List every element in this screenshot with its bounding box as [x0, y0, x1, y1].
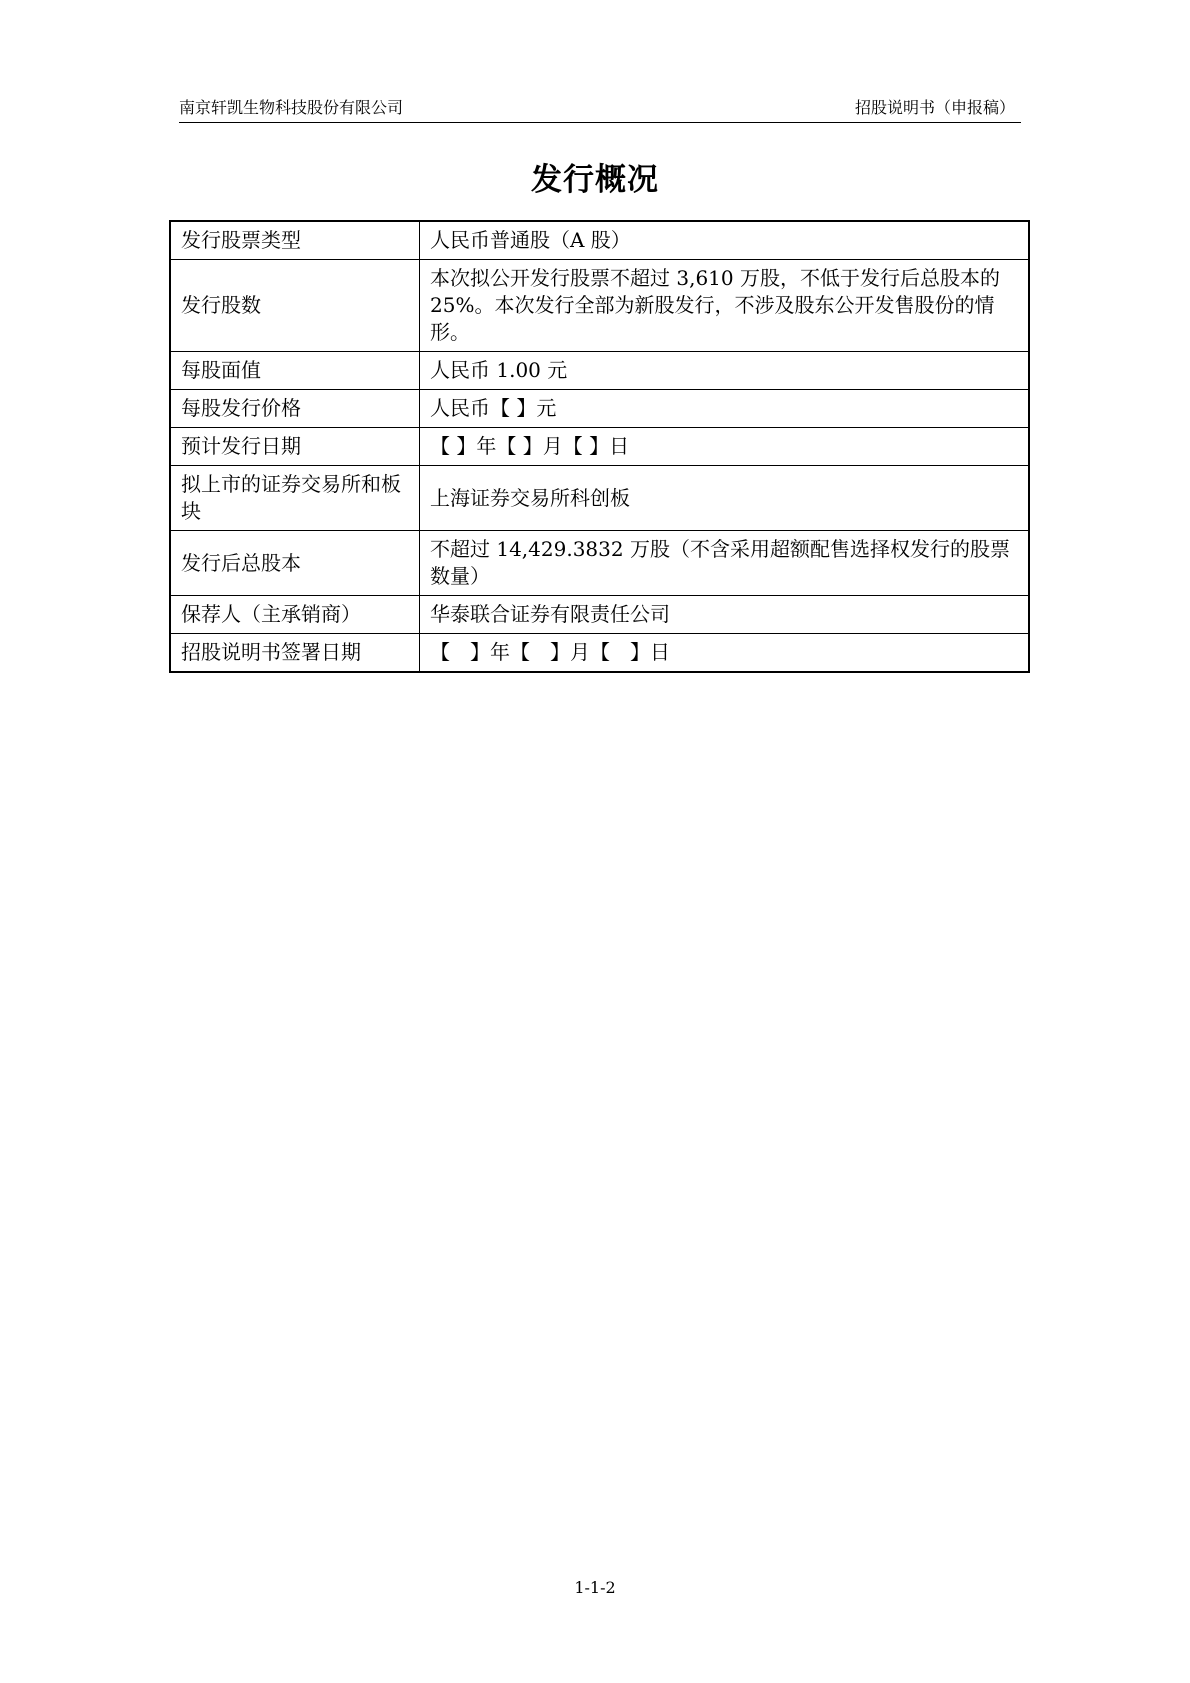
table-row — [170, 390, 1029, 428]
page-title: 发行概况 — [531, 162, 659, 198]
row-label: 每股发行价格 — [170, 390, 420, 428]
header-document-type: 招股说明书（申报稿） — [854, 98, 1015, 117]
row-label: 发行股票类型 — [170, 221, 420, 260]
page-number: 1-1-2 — [574, 1578, 616, 1597]
table-row — [170, 596, 1029, 634]
page-header — [179, 96, 1021, 123]
table-row — [170, 221, 1029, 260]
row-label: 预计发行日期 — [170, 428, 420, 466]
table-row — [170, 466, 1029, 531]
row-label: 招股说明书签署日期 — [170, 634, 420, 673]
issuance-overview-table — [169, 220, 1030, 673]
table-row — [170, 428, 1029, 466]
table-row — [170, 634, 1029, 673]
table-row — [170, 352, 1029, 390]
header-company-name: 南京轩凯生物科技股份有限公司 — [179, 98, 404, 117]
row-value: 【 】年【 】月【 】日 — [420, 634, 1030, 673]
table-row — [170, 531, 1029, 596]
row-label: 拟上市的证券交易所和板块 — [170, 466, 420, 531]
row-value: 不超过 14,429.3832 万股（不含采用超额配售选择权发行的股票数量） — [420, 531, 1030, 596]
row-value: 人民币 1.00 元 — [420, 352, 1030, 390]
row-label: 每股面值 — [170, 352, 420, 390]
row-value: 上海证券交易所科创板 — [420, 466, 1030, 531]
row-value: 本次拟公开发行股票不超过 3,610 万股，不低于发行后总股本的 25%。本次发行全部为新股发行，不涉及股东公开发售股份的情形。 — [420, 260, 1030, 352]
row-label: 发行股数 — [170, 260, 420, 352]
table-row — [170, 260, 1029, 352]
row-value: 华泰联合证券有限责任公司 — [420, 596, 1030, 634]
row-label: 发行后总股本 — [170, 531, 420, 596]
row-value: 【 】年【 】月【 】日 — [420, 428, 1030, 466]
row-label: 保荐人（主承销商） — [170, 596, 420, 634]
row-value: 人民币【 】元 — [420, 390, 1030, 428]
row-value: 人民币普通股（A 股） — [420, 221, 1030, 260]
